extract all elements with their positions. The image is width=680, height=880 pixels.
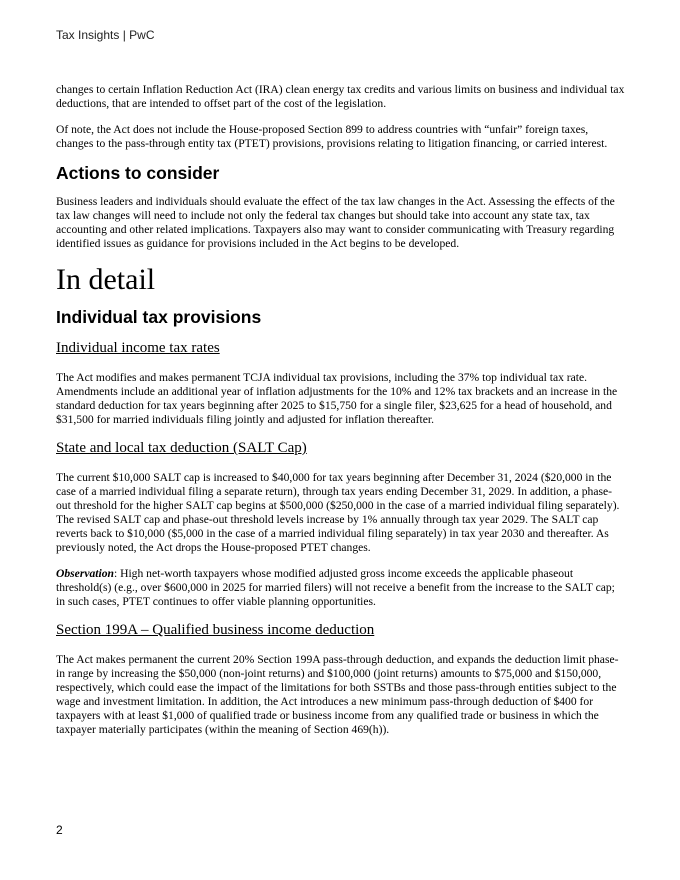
income-tax-rates-paragraph: The Act modifies and makes permanent TCJA individual tax provisions, including the 37% top individual tax rate. Amendments include an additional year of inflation adjustments for the 10% and 12% tax brackets and an increase in the standard deduction for tax years beginning after 2025 to $15,750 for a single filer, $23,625 for a head of household, and $31,500 for married individuals filing jointly and adjusted for inflation thereafter. — [56, 371, 618, 426]
observation-paragraph — [56, 567, 626, 609]
individual-provisions-heading: Individual tax provisions — [56, 307, 262, 327]
intro-paragraph: changes to certain Inflation Reduction Act (IRA) clean energy tax credits and various limits on business and individual tax deductions, that are intended to offset part of the cost of the legislation. — [56, 83, 625, 110]
salt-cap-heading: State and local tax deduction (SALT Cap) — [56, 440, 307, 456]
observation-text: : High net-worth taxpayers whose modified adjusted gross income exceeds the applicable phaseout threshold(s) (e.g., over $600,000 in 2025 for married filers) will not receive a benefit from the increase to the SALT cap; in such cases, PTET continues to offer viable planning opportunities. — [56, 567, 615, 608]
page-content — [56, 83, 626, 749]
page-number: 2 — [56, 823, 63, 837]
income-tax-rates-heading: Individual income tax rates — [56, 340, 220, 356]
note-paragraph: Of note, the Act does not include the House-proposed Section 899 to address countries with “unfair” foreign taxes, changes to the pass-through entity tax (PTET) provisions, provisions relating to litigation financing, or carried interest. — [56, 123, 608, 150]
actions-paragraph: Business leaders and individuals should evaluate the effect of the tax law changes in the Act. Assessing the effects of the tax law changes will need to include not only the federal tax changes but should take into account any state tax, tax accounting and other related implications. Taxpayers also may want to consider communicating with Treasury regarding identified issues as guidance for provisions included in the Act begins to be developed. — [56, 195, 615, 250]
in-detail-heading: In detail — [56, 263, 156, 296]
salt-cap-paragraph: The current $10,000 SALT cap is increased to $40,000 for tax years beginning after December 31, 2024 ($20,000 in the case of a married individual filing a separate return), through tax years ending December 31, 2029. In addition, a phase-out threshold for the higher SALT cap begins at $500,000 ($250,000 in the case of a married individual filing separately). The revised SALT cap and phase-out threshold levels increase by 1% annually through tax year 2029. The SALT cap reverts back to $10,000 ($5,000 in the case of a married individual filing separately) in tax year 2030 and thereafter. As previously noted, the Act drops the House-proposed PTET changes. — [56, 471, 620, 554]
page-header: Tax Insights | PwC — [56, 28, 155, 42]
observation-label: Observation — [56, 567, 114, 580]
actions-heading: Actions to consider — [56, 163, 220, 183]
qbi-paragraph: The Act makes permanent the current 20% Section 199A pass-through deduction, and expands the deduction limit phase-in range by increasing the $50,000 (non-joint returns) and $100,000 (joint returns) amounts to $75,000 and $150,000, respectively, which could ease the impact of the limitations for both SSTBs and those pass-through entities subject to the wage and investment limitation. In addition, the Act introduces a new minimum pass-through deduction of $400 for taxpayers with at least $1,000 of qualified trade or business income from any qualified trade or business in which the taxpayer materially participates (within the meaning of Section 469(h)). — [56, 653, 619, 736]
qbi-heading: Section 199A – Qualified business income deduction — [56, 622, 375, 638]
